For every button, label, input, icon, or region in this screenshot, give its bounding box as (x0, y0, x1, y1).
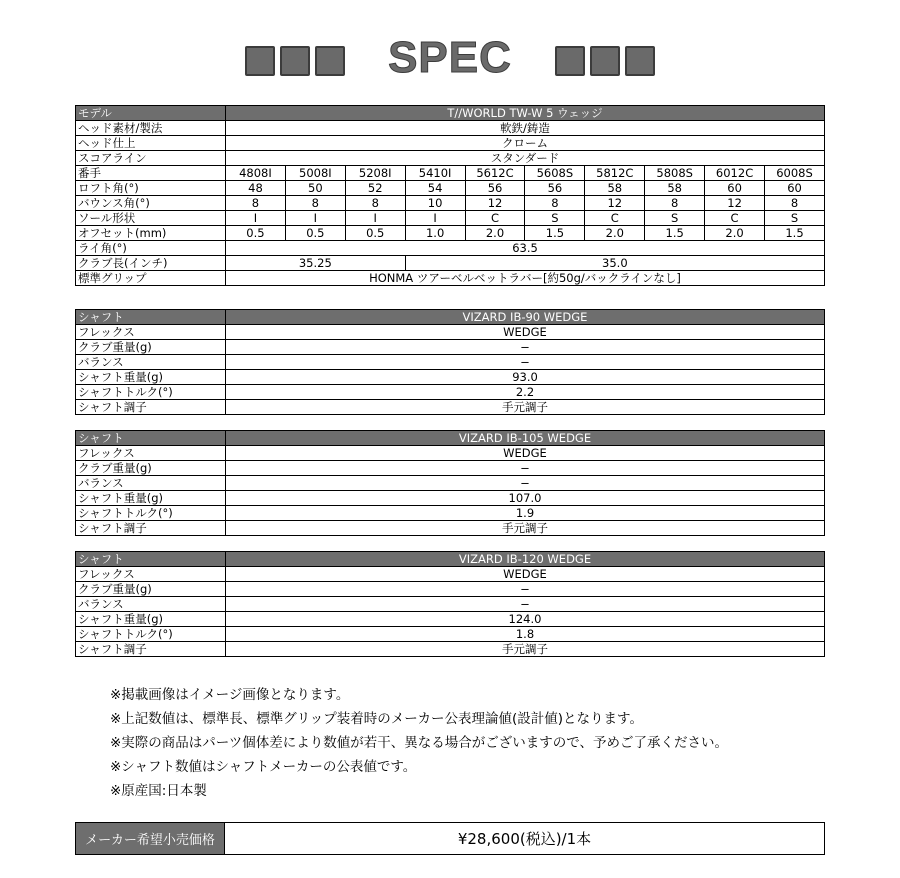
offset-cell: 0.5 (345, 226, 405, 241)
table-row (76, 627, 825, 642)
club-weight-value: − (226, 582, 825, 597)
price-box (75, 822, 825, 855)
club-weight-label: クラブ重量(g) (76, 461, 226, 476)
model-label: モデル (76, 106, 226, 121)
sole-cell: C (705, 211, 765, 226)
head-material-value: 軟鉄/鋳造 (226, 121, 825, 136)
flex-label: フレックス (76, 325, 226, 340)
scoreline-value: スタンダード (226, 151, 825, 166)
offset-cell: 2.0 (465, 226, 525, 241)
loft-cell: 52 (345, 181, 405, 196)
lie-value: 63.5 (226, 241, 825, 256)
offset-cell: 1.5 (645, 226, 705, 241)
balance-label: バランス (76, 476, 226, 491)
offset-cell: 2.0 (705, 226, 765, 241)
bounce-label: バウンス角(°) (76, 196, 226, 211)
bounce-cell: 8 (525, 196, 585, 211)
shaft-header-label: シャフト (76, 552, 226, 567)
shaft-spec-table (75, 551, 825, 657)
flex-value: WEDGE (226, 567, 825, 582)
head-finish-label: ヘッド仕上 (76, 136, 226, 151)
shaft-name: VIZARD IB-120 WEDGE (226, 552, 825, 567)
flex-value: WEDGE (226, 325, 825, 340)
shaft-weight-value: 93.0 (226, 370, 825, 385)
club-weight-label: クラブ重量(g) (76, 340, 226, 355)
bounce-cell: 12 (705, 196, 765, 211)
table-row (76, 271, 825, 286)
offset-label: オフセット(mm) (76, 226, 226, 241)
sole-cell: S (765, 211, 825, 226)
table-row (76, 506, 825, 521)
club-weight-value: − (226, 461, 825, 476)
loft-cell: 60 (705, 181, 765, 196)
length-label: クラブ長(インチ) (76, 256, 226, 271)
table-row (76, 226, 825, 241)
loft-cell: 54 (405, 181, 465, 196)
sole-cell: C (585, 211, 645, 226)
table-row (76, 370, 825, 385)
grip-label: 標準グリップ (76, 271, 226, 286)
number-cell: 5208I (345, 166, 405, 181)
decor-square-icon (280, 46, 310, 76)
sole-cell: C (465, 211, 525, 226)
table-row (76, 642, 825, 657)
kick-value: 手元調子 (226, 521, 825, 536)
bounce-cell: 8 (345, 196, 405, 211)
table-row (76, 310, 825, 325)
shaft-header-label: シャフト (76, 431, 226, 446)
torque-value: 2.2 (226, 385, 825, 400)
torque-label: シャフトトルク(°) (76, 385, 226, 400)
table-row (76, 166, 825, 181)
decor-square-icon (245, 46, 275, 76)
decor-square-icon (590, 46, 620, 76)
shaft-weight-label: シャフト重量(g) (76, 612, 226, 627)
balance-value: − (226, 597, 825, 612)
loft-cell: 60 (765, 181, 825, 196)
flex-label: フレックス (76, 446, 226, 461)
number-cell: 6012C (705, 166, 765, 181)
balance-value: − (226, 476, 825, 491)
loft-cell: 56 (525, 181, 585, 196)
table-row (76, 121, 825, 136)
shaft-name: VIZARD IB-90 WEDGE (226, 310, 825, 325)
torque-value: 1.8 (226, 627, 825, 642)
offset-cell: 1.5 (525, 226, 585, 241)
shaft-spec-table (75, 430, 825, 536)
number-cell: 5410I (405, 166, 465, 181)
shaft-header-label: シャフト (76, 310, 226, 325)
flex-label: フレックス (76, 567, 226, 582)
number-cell: 4808I (226, 166, 286, 181)
kick-value: 手元調子 (226, 642, 825, 657)
shaft-weight-label: シャフト重量(g) (76, 491, 226, 506)
offset-cell: 0.5 (226, 226, 286, 241)
table-row (76, 400, 825, 415)
sole-label: ソール形状 (76, 211, 226, 226)
torque-label: シャフトトルク(°) (76, 506, 226, 521)
head-finish-value: クローム (226, 136, 825, 151)
page-title: SPEC (388, 33, 512, 82)
price-label: メーカー希望小売価格 (76, 823, 225, 854)
price-value: ¥28,600(税込)/1本 (457, 830, 592, 848)
sole-cell: S (645, 211, 705, 226)
table-row (76, 136, 825, 151)
number-cell: 6008S (765, 166, 825, 181)
offset-cell: 2.0 (585, 226, 645, 241)
sole-cell: I (285, 211, 345, 226)
number-cell: 5608S (525, 166, 585, 181)
table-row (76, 256, 825, 271)
table-row (76, 106, 825, 121)
table-row (76, 431, 825, 446)
shaft-weight-label: シャフト重量(g) (76, 370, 226, 385)
table-row (76, 385, 825, 400)
note-item: ※上記数値は、標準長、標準グリップ装着時のメーカー公表理論値(設計値)となります。 (110, 711, 643, 727)
note-item: ※シャフト数値はシャフトメーカーの公表値です。 (110, 759, 417, 775)
loft-cell: 50 (285, 181, 345, 196)
note-item: ※掲載画像はイメージ画像となります。 (110, 687, 350, 703)
note-item: ※実際の商品はパーツ個体差により数値が若干、異なる場合がございますので、予めご了承ください。 (110, 735, 729, 751)
table-row (76, 151, 825, 166)
table-row (76, 521, 825, 536)
decor-square-icon (555, 46, 585, 76)
sole-cell: I (226, 211, 286, 226)
loft-cell: 48 (226, 181, 286, 196)
decor-square-icon (315, 46, 345, 76)
number-cell: 5812C (585, 166, 645, 181)
bounce-cell: 8 (226, 196, 286, 211)
offset-cell: 0.5 (285, 226, 345, 241)
table-row (76, 446, 825, 461)
bounce-cell: 8 (645, 196, 705, 211)
shaft-weight-value: 124.0 (226, 612, 825, 627)
note-item: ※原産国:日本製 (110, 783, 207, 799)
offset-cell: 1.0 (405, 226, 465, 241)
table-row (76, 552, 825, 567)
notes-list (110, 683, 728, 803)
kick-label: シャフト調子 (76, 400, 226, 415)
bounce-cell: 8 (285, 196, 345, 211)
decor-square-icon (625, 46, 655, 76)
table-row (76, 567, 825, 582)
scoreline-label: スコアライン (76, 151, 226, 166)
loft-cell: 56 (465, 181, 525, 196)
club-weight-label: クラブ重量(g) (76, 582, 226, 597)
table-row (76, 476, 825, 491)
head-spec-table (75, 105, 825, 286)
torque-value: 1.9 (226, 506, 825, 521)
table-row (76, 612, 825, 627)
loft-cell: 58 (585, 181, 645, 196)
sole-cell: I (345, 211, 405, 226)
flex-value: WEDGE (226, 446, 825, 461)
table-row (76, 211, 825, 226)
balance-value: − (226, 355, 825, 370)
loft-label: ロフト角(°) (76, 181, 226, 196)
length-value-b: 35.0 (405, 256, 824, 271)
balance-label: バランス (76, 355, 226, 370)
length-value-a: 35.25 (226, 256, 406, 271)
table-row (76, 461, 825, 476)
sole-cell: S (525, 211, 585, 226)
number-label: 番手 (76, 166, 226, 181)
grip-value: HONMA ツアーベルベットラバー[約50g/バックラインなし] (226, 271, 825, 286)
lie-label: ライ角(°) (76, 241, 226, 256)
torque-label: シャフトトルク(°) (76, 627, 226, 642)
kick-value: 手元調子 (226, 400, 825, 415)
club-weight-value: − (226, 340, 825, 355)
sole-cell: I (405, 211, 465, 226)
balance-label: バランス (76, 597, 226, 612)
bounce-cell: 12 (465, 196, 525, 211)
bounce-cell: 12 (585, 196, 645, 211)
number-cell: 5612C (465, 166, 525, 181)
bounce-cell: 8 (765, 196, 825, 211)
head-material-label: ヘッド素材/製法 (76, 121, 226, 136)
offset-cell: 1.5 (765, 226, 825, 241)
table-row (76, 491, 825, 506)
table-row (76, 241, 825, 256)
table-row (76, 181, 825, 196)
shaft-name: VIZARD IB-105 WEDGE (226, 431, 825, 446)
kick-label: シャフト調子 (76, 642, 226, 657)
shaft-spec-table (75, 309, 825, 415)
table-row (76, 196, 825, 211)
loft-cell: 58 (645, 181, 705, 196)
number-cell: 5008I (285, 166, 345, 181)
spec-title-bar (0, 32, 900, 88)
table-row (76, 597, 825, 612)
table-row (76, 340, 825, 355)
bounce-cell: 10 (405, 196, 465, 211)
table-row (76, 582, 825, 597)
table-row (76, 355, 825, 370)
table-row (76, 325, 825, 340)
kick-label: シャフト調子 (76, 521, 226, 536)
number-cell: 5808S (645, 166, 705, 181)
model-value: T//WORLD TW-W 5 ウェッジ (226, 106, 825, 121)
shaft-weight-value: 107.0 (226, 491, 825, 506)
